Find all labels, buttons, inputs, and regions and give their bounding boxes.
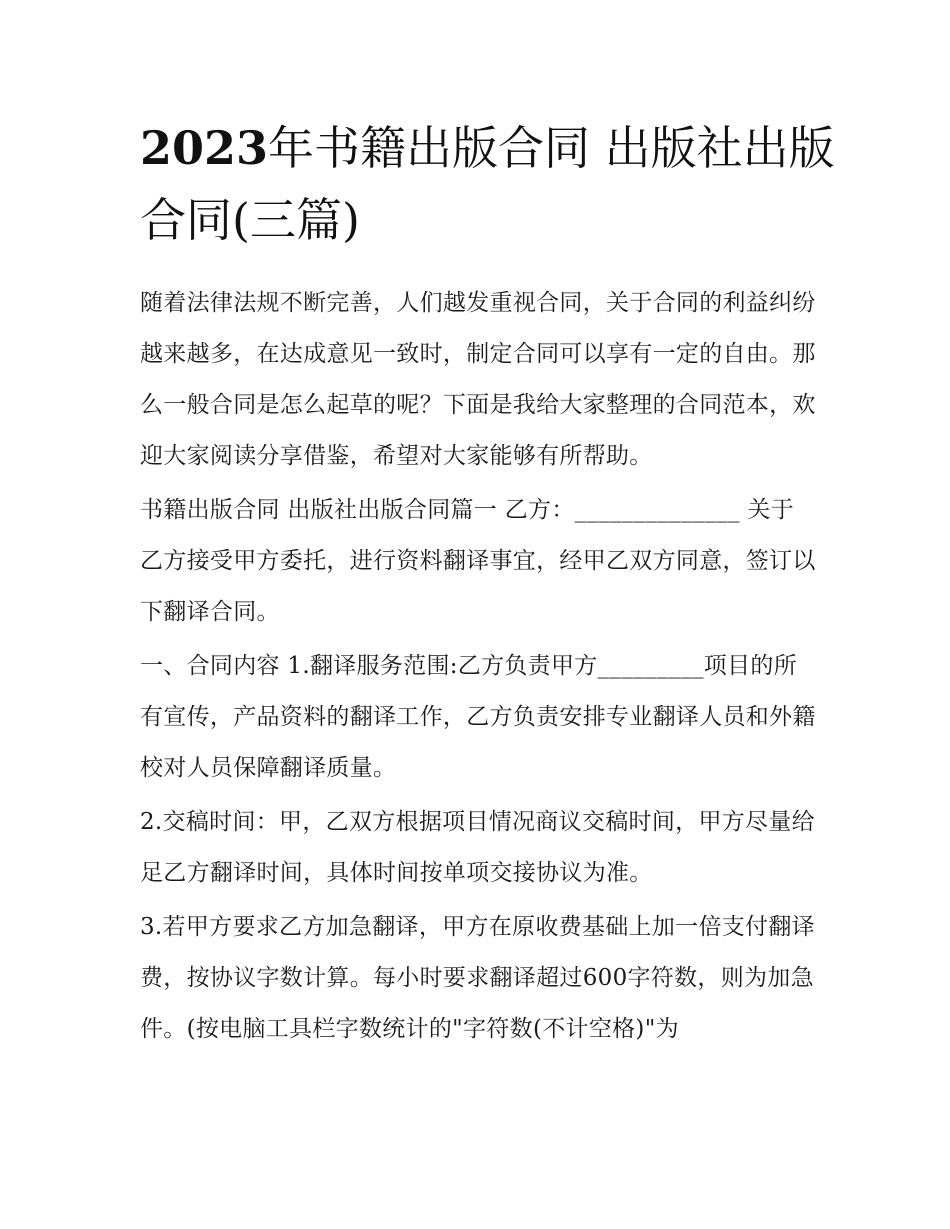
contract-content-paragraph: 一、合同内容 1.翻译服务范围:乙方负责甲方_________项目的所有宣传，产品资料的翻译工作，乙方负责安排专业翻译人员和外籍校对人员保障翻译质量。: [140, 653, 816, 781]
contract-opening-paragraph: 书籍出版合同 出版社出版合同篇一 乙方：______________ 关于乙方接受甲方委托，进行资料翻译事宜，经甲乙双方同意，签订以下翻译合同。: [140, 497, 816, 625]
rush-translation-paragraph: 3.若甲方要求乙方加急翻译，甲方在原收费基础上加一倍支付翻译费，按协议字数计算。每小时要求翻译超过600字符数，则为加急件。(按电脑工具栏字数统计的"字符数(不计空格)"为: [140, 914, 815, 1042]
intro-paragraph: 随着法律法规不断完善，人们越发重视合同，关于合同的利益纠纷越来越多，在达成意见一致时，制定合同可以享有一定的自由。那么一般合同是怎么起草的呢？下面是我给大家整理的合同范本，欢迎大家阅读分享借鉴，希望对大家能够有所帮助。: [140, 290, 816, 469]
document-title: [140, 112, 840, 256]
title-year: 2023: [140, 121, 269, 175]
delivery-time-paragraph: 2.交稿时间：甲，乙双方根据项目情况商议交稿时间，甲方尽量给足乙方翻译时间，具体时间按单项交接协议为准。: [140, 809, 815, 886]
document-body: [140, 278, 816, 1055]
title-text: 年书籍出版合同 出版社出版合同(三篇): [140, 121, 835, 247]
